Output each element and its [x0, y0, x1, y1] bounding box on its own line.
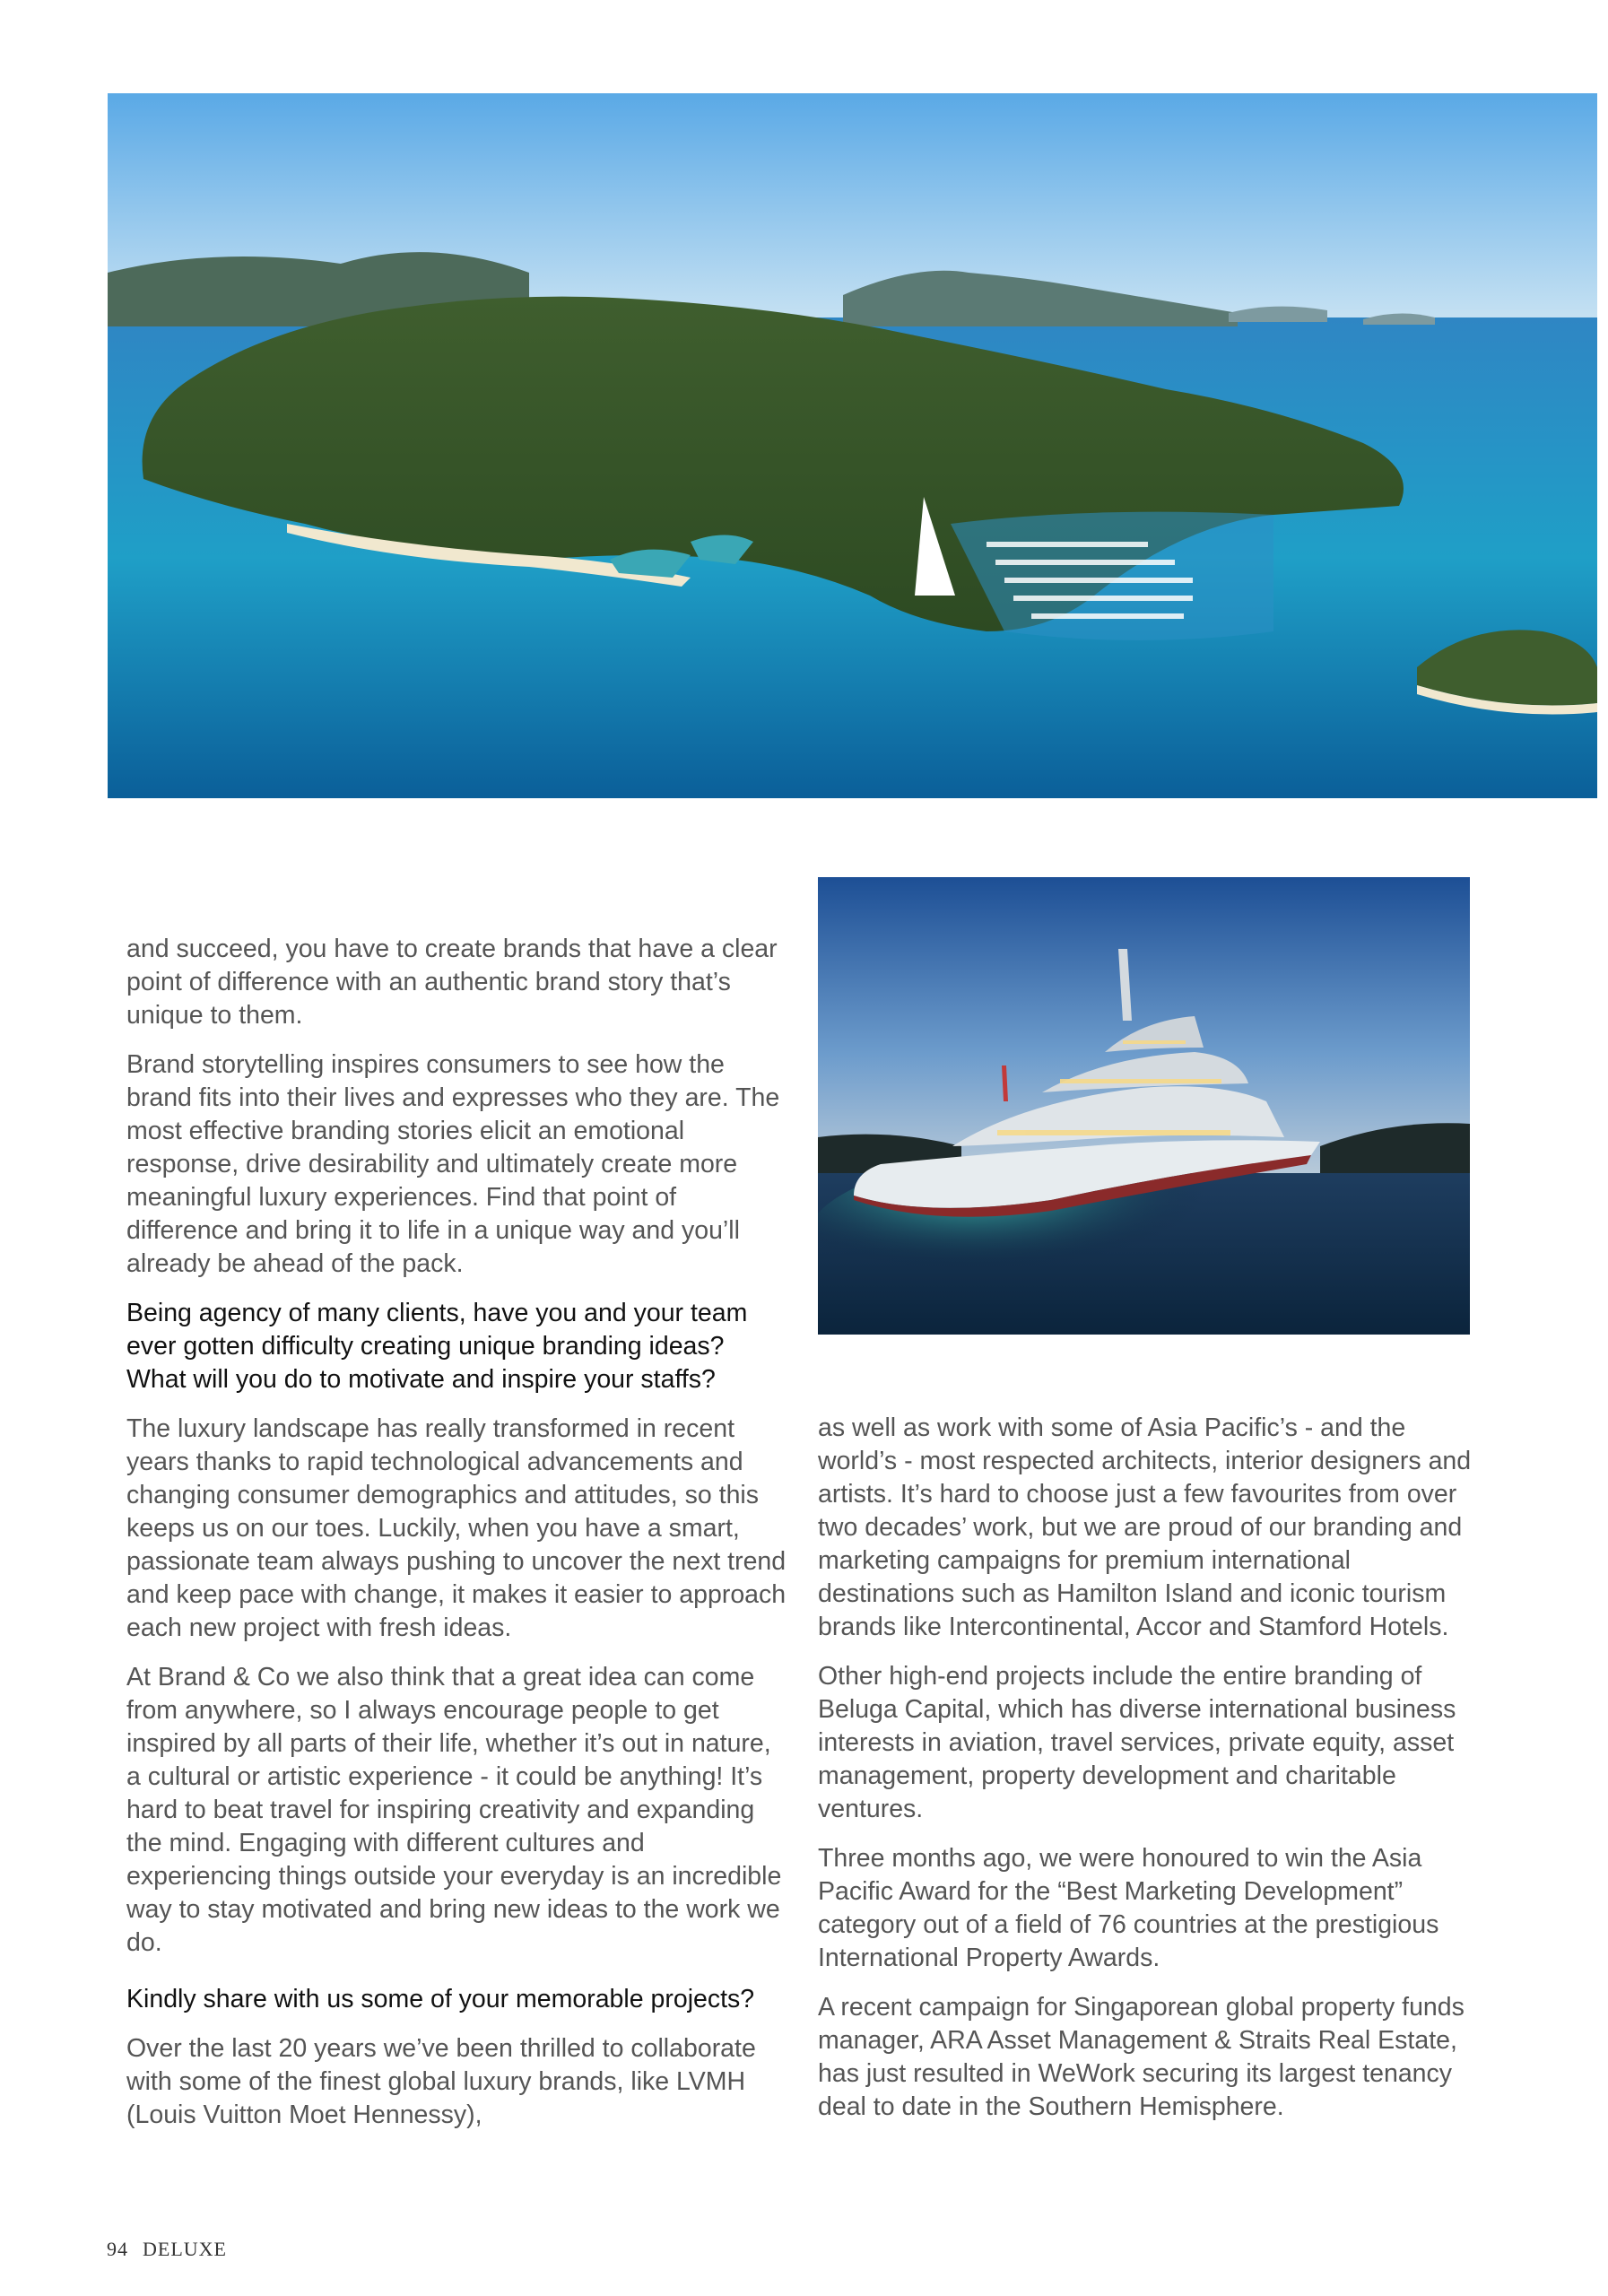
left-paragraph-1: and succeed, you have to create brands that have a clear point of difference with an authentic brand story that’s unique to them. — [126, 935, 778, 1030]
left-paragraph-2: Brand storytelling inspires consumers to see how the brand fits into their lives and expresses who they are. The most effective branding stories elicit an emotional response, drive desirability and ultimately create more meaningful luxury experiences. Find that point of difference and bring it to life in a unique way and you’ll already be ahead of the pack. — [126, 1050, 780, 1278]
left-text-column — [126, 933, 790, 2148]
right-paragraph-1: as well as work with some of Asia Pacific’s - and the world’s - most respected architects, interior designers and artists. It’s hard to choose just a few favourites from over two decades’ work, but we are proud of our branding and marketing campaigns for premium international destinations such as Hamilton Island and iconic tourism brands like Intercontinental, Accor and Stamford Hotels. — [818, 1413, 1472, 1641]
right-paragraph-2: Other high-end projects include the entire branding of Beluga Capital, which has diverse international business interests in aviation, travel services, private equity, asset management, property development and charitable ventures. — [818, 1662, 1456, 1823]
left-paragraph-5: Over the last 20 years we’ve been thrilled to collaborate with some of the finest global luxury brands, like LVMH (Louis Vuitton Moet Hennessy), — [126, 2034, 756, 2129]
left-paragraph-4: At Brand & Co we also think that a great idea can come from anywhere, so I always encourage people to get inspired by all parts of their life, whether it’s out in nature, a cultural or artistic experience - it could be anything! It’s hard to beat travel for inspiring creativity and expanding the mind. Engaging with different cultures and experiencing things outside your everyday is an incredible way to stay motivated and bring new ideas to the work we do. — [126, 1663, 782, 1957]
magazine-name: DELUXE — [143, 2238, 227, 2260]
island-aerial-illustration — [108, 93, 1597, 798]
page-number: 94 — [107, 2238, 128, 2260]
interview-question-2: Kindly share with us some of your memorable projects? — [126, 1985, 755, 2013]
right-paragraph-4: A recent campaign for Singaporean global property funds manager, ARA Asset Management & Straits Real Estate, has just resulted in WeWork securing its largest tenancy deal to date in the Southern Hemisphere. — [818, 1993, 1465, 2121]
left-paragraph-3: The luxury landscape has really transformed in recent years thanks to rapid technological advancements and changing consumer demographics and attitudes, so this keeps us on our toes. Luckily, when you have a smart, passionate team always pushing to uncover the next trend and keep pace with change, it makes it easier to approach each new project with fresh ideas. — [126, 1414, 787, 1642]
interview-question-1: Being agency of many clients, have you and your team ever gotten difficulty creating unique branding ideas? What will you do to motivate and inspire your staffs? — [126, 1299, 748, 1394]
yacht-illustration — [818, 877, 1470, 1335]
hero-photo — [108, 93, 1597, 798]
right-paragraph-3: Three months ago, we were honoured to win the Asia Pacific Award for the “Best Marketing Development” category out of a field of 76 countries at the prestigious International Property Awards. — [818, 1844, 1439, 1972]
page-footer — [107, 2238, 241, 2261]
right-text-column — [818, 1412, 1473, 2140]
yacht-photo — [818, 877, 1470, 1335]
